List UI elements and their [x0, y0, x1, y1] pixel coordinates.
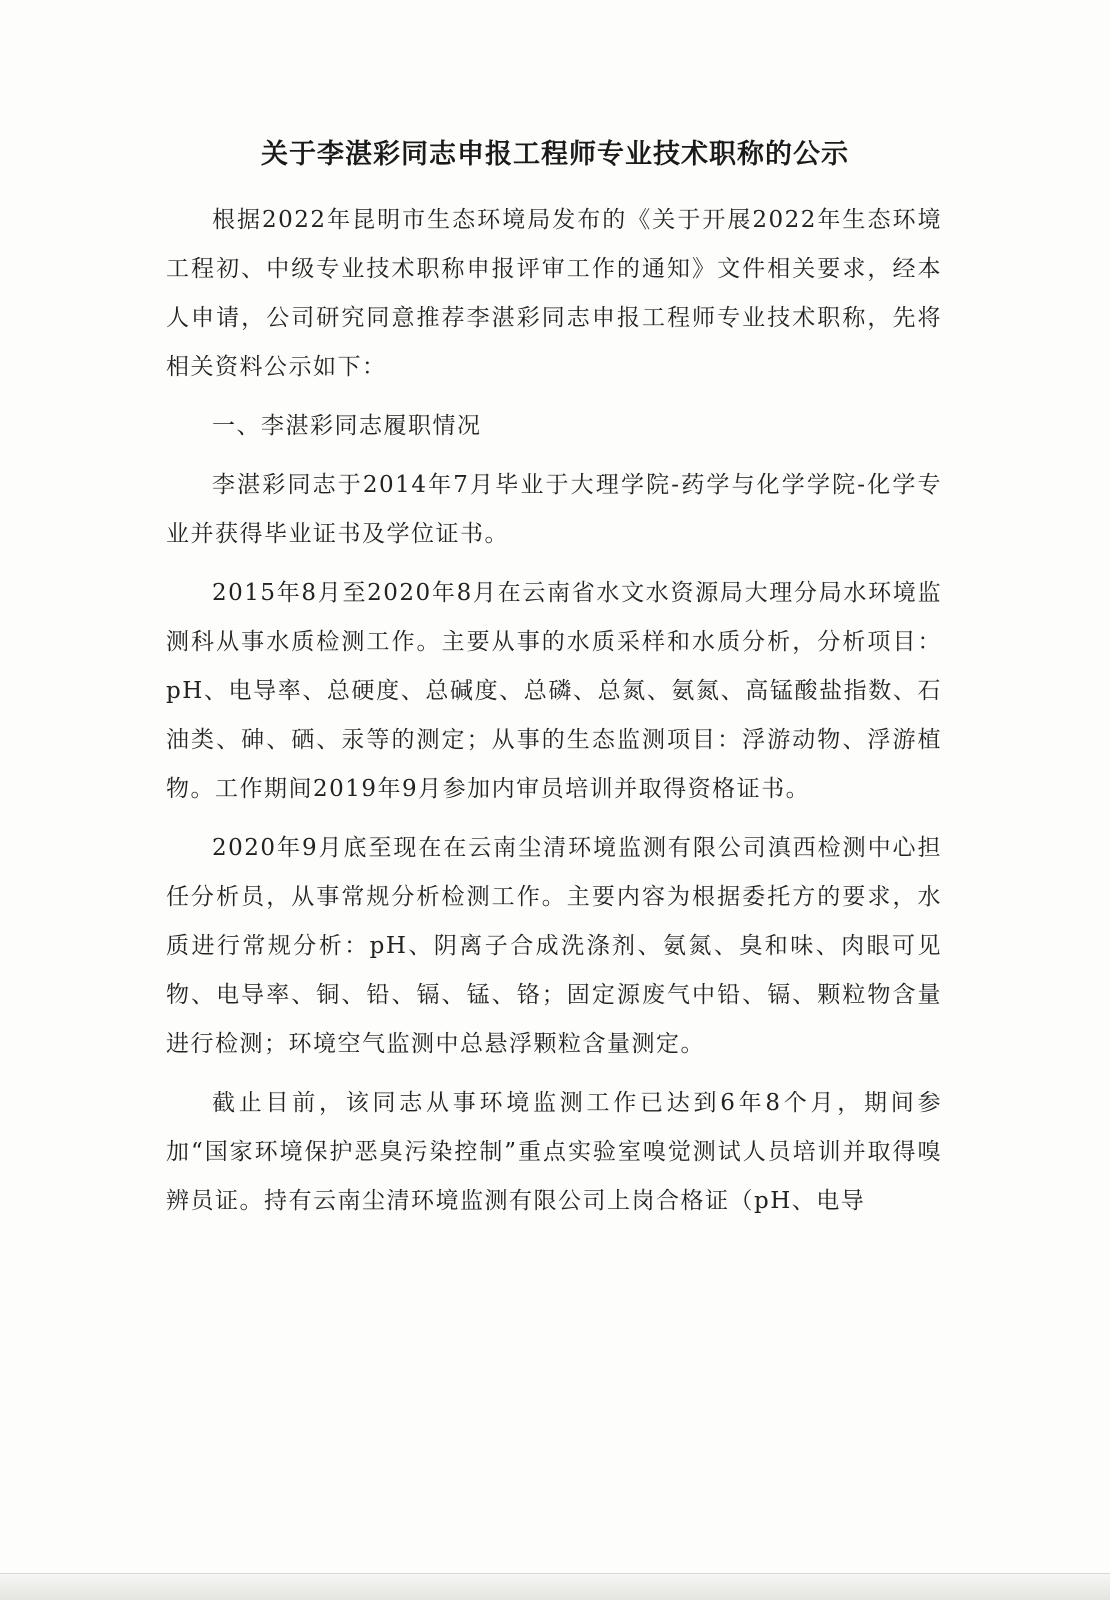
paragraph-work-2015-2020: 2015年8月至2020年8月在云南省水文水资源局大理分局水环境监测科从事水质检测工作。主要从事的水质采样和水质分析，分析项目：pH、电导率、总硬度、总碱度、总磷、总氮、氨氮、高锰酸盐指数、石油类、砷、硒、汞等的测定；从事的生态监测项目：浮游动物、浮游植物。工作期间2019年9月参加内审员培训并取得资格证书。 [166, 580, 942, 802]
section-heading-duties: 一、李湛彩同志履职情况 [212, 413, 482, 439]
document-body [166, 196, 942, 1226]
document-title: 关于李湛彩同志申报工程师专业技术职称的公示 [261, 139, 849, 170]
paragraph-summary: 截止目前，该同志从事环境监测工作已达到6年8个月，期间参加“国家环境保护恶臭污染控制”重点实验室嗅觉测试人员培训并取得嗅辨员证。持有云南尘清环境监测有限公司上岗合格证（pH、电导 [166, 1090, 942, 1214]
paragraph-education: 李湛彩同志于2014年7月毕业于大理学院-药学与化学学院-化学专业并获得毕业证书及学位证书。 [166, 472, 942, 547]
paragraph-basis: 根据2022年昆明市生态环境局发布的《关于开展2022年生态环境工程初、中级专业技术职称申报评审工作的通知》文件相关要求，经本人申请，公司研究同意推荐李湛彩同志申报工程师专业技术职称，先将相关资料公示如下： [166, 207, 942, 380]
paragraph-work-2020-present: 2020年9月底至现在在云南尘清环境监测有限公司滇西检测中心担任分析员，从事常规分析检测工作。主要内容为根据委托方的要求，水质进行常规分析：pH、阴离子合成洗涤剂、氨氮、臭和味、肉眼可见物、电导率、铜、铅、镉、锰、铬；固定源废气中铅、镉、颗粒物含量进行检测；环境空气监测中总悬浮颗粒含量测定。 [166, 835, 942, 1057]
scan-bottom-edge [0, 1573, 1110, 1600]
